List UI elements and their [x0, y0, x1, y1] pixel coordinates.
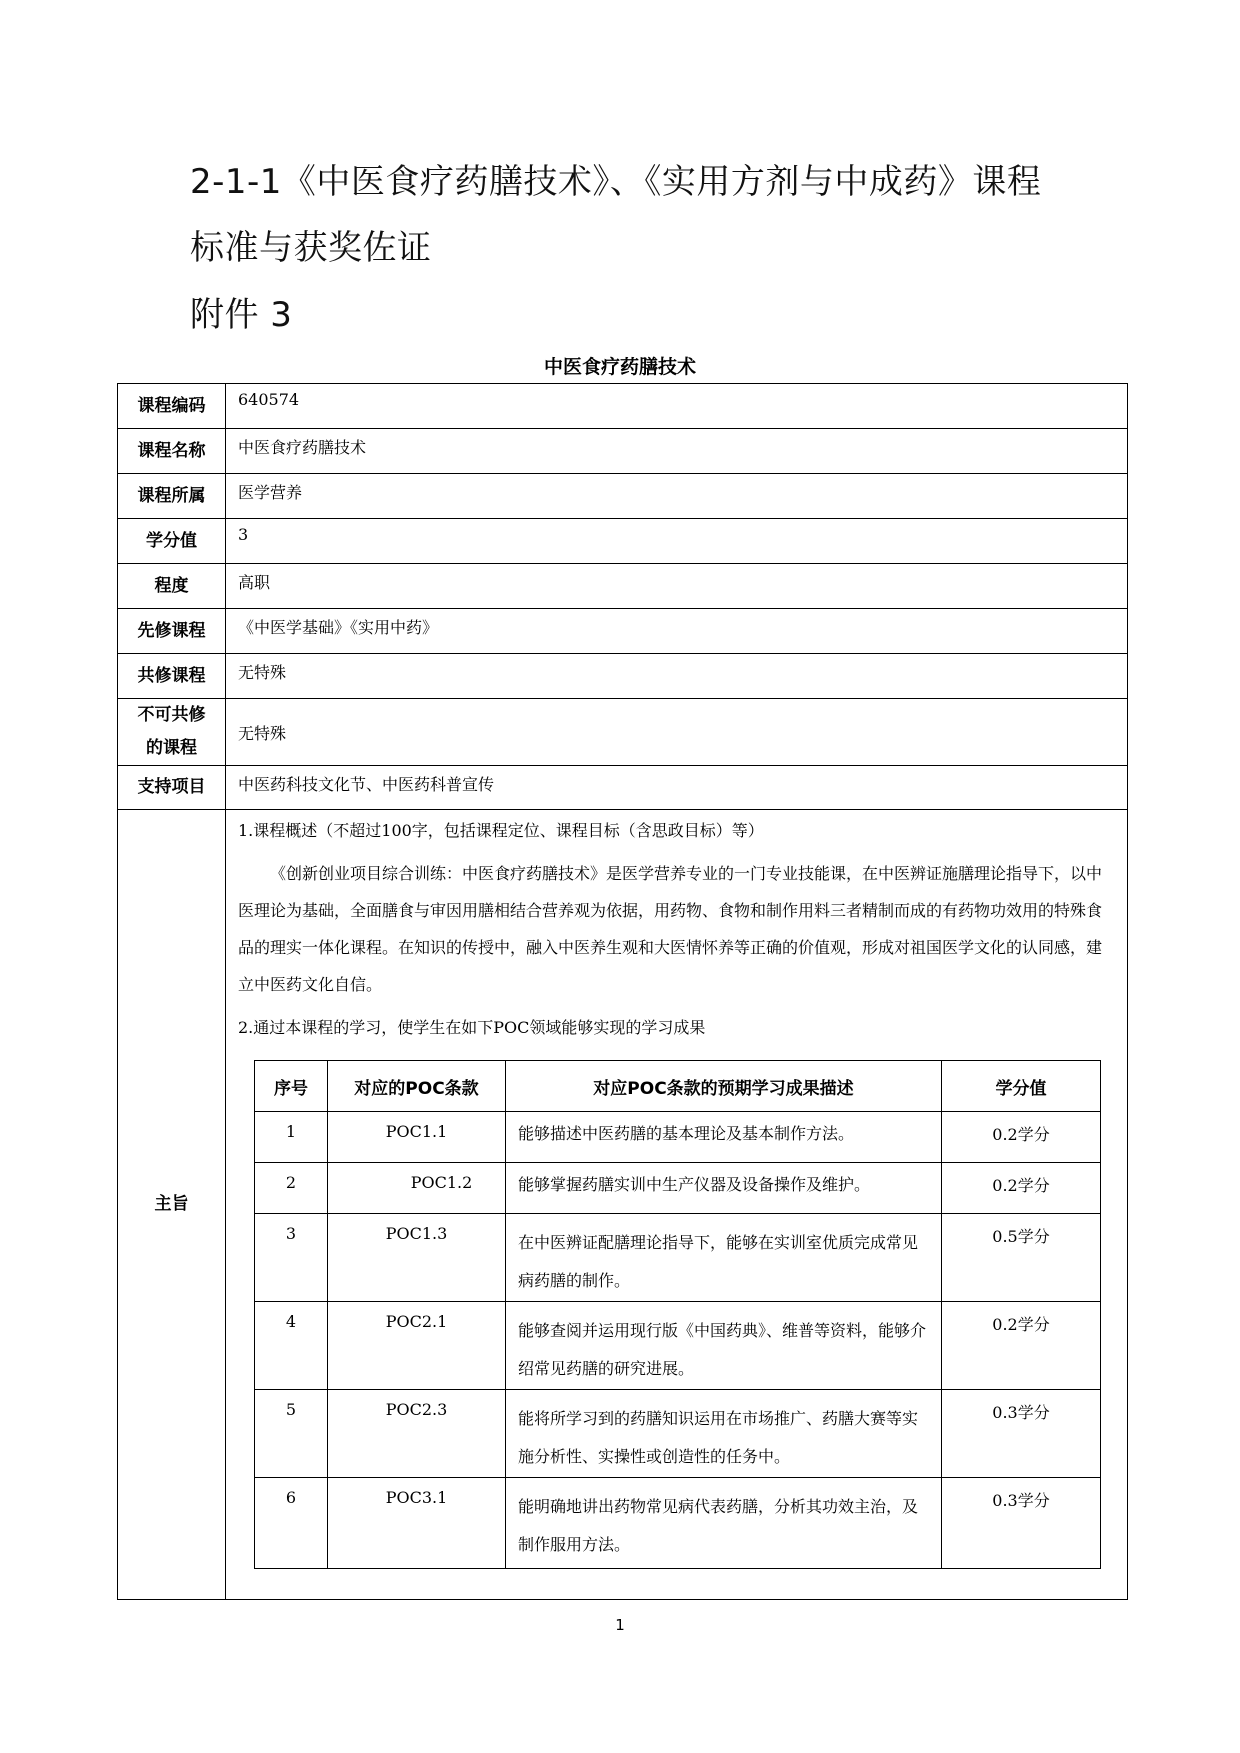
table-row [255, 1478, 1101, 1569]
course-title: 中医食疗药膳技术 [543, 356, 696, 378]
row-label: 课程所属 [118, 474, 226, 519]
outcome-credit: 0.2学分 [942, 1302, 1101, 1390]
overview-title: 1.课程概述（不超过100字，包括课程定位、课程目标（含思政目标）等） [238, 821, 764, 840]
purpose-cell [226, 810, 1128, 1600]
table-row [118, 654, 1128, 699]
row-label: 支持项目 [118, 766, 226, 810]
poc-outcomes-table [254, 1060, 1101, 1569]
row-label: 学分值 [118, 519, 226, 564]
table-row [255, 1163, 1101, 1214]
table-row [118, 810, 1128, 1600]
course-code-value: 640574 [226, 384, 1128, 429]
row-number: 2 [255, 1163, 328, 1214]
row-label-line2: 的课程 [146, 738, 197, 758]
outcome-credit: 0.5学分 [942, 1214, 1101, 1302]
poc-clause: POC2.1 [328, 1302, 506, 1390]
outcome-description: 能将所学习到的药膳知识运用在市场推广、药膳大赛等实施分析性、实操性或创造性的任务中。 [506, 1390, 942, 1478]
table-row [118, 564, 1128, 609]
attachment-label: 附件 3 [190, 295, 293, 335]
outcome-credit: 0.2学分 [942, 1112, 1101, 1163]
row-label: 课程编码 [118, 384, 226, 429]
row-number: 5 [255, 1390, 328, 1478]
row-label-line1: 不可共修 [137, 705, 206, 725]
row-number: 1 [255, 1112, 328, 1163]
table-row [255, 1112, 1101, 1163]
course-standard-table [117, 383, 1128, 1600]
row-number: 6 [255, 1478, 328, 1569]
supported-project-value: 中医药科技文化节、中医药科普宣传 [226, 766, 1128, 810]
prerequisite-value: 《中医学基础》《实用中药》 [226, 609, 1128, 654]
document-heading-line1: 2-1-1《中医食疗药膳技术》、《实用方剂与中成药》课程 [190, 162, 1042, 202]
outcome-description: 能够描述中医药膳的基本理论及基本制作方法。 [506, 1112, 942, 1163]
course-name-value: 中医食疗药膳技术 [226, 429, 1128, 474]
table-row [118, 384, 1128, 429]
poc-clause: POC3.1 [328, 1478, 506, 1569]
row-number: 4 [255, 1302, 328, 1390]
outcome-credit: 0.3学分 [942, 1478, 1101, 1569]
column-header: 序号 [255, 1061, 328, 1112]
row-label: 程度 [118, 564, 226, 609]
row-number: 3 [255, 1214, 328, 1302]
table-row [118, 609, 1128, 654]
row-label [118, 699, 226, 766]
poc-clause: POC1.3 [328, 1214, 506, 1302]
document-heading-line2: 标准与获奖佐证 [190, 228, 432, 268]
table-row [118, 519, 1128, 564]
exclusion-value: 无特殊 [226, 699, 1128, 766]
overview-body: 《创新创业项目综合训练：中医食疗药膳技术》是医学营养专业的一门专业技能课，在中医辨证施膳理论指导下，以中医理论为基础，全面膳食与审因用膳相结合营养观为依据，用药物、食物和制作用料三者精制而成的有药物功效用的特殊食品的理实一体化课程。在知识的传授中，融入中医养生观和大医情怀养等正确的价值观，形成对祖国医学文化的认同感，建立中医药文化自信。 [238, 864, 1103, 994]
table-row [118, 429, 1128, 474]
outcome-credit: 0.3学分 [942, 1390, 1101, 1478]
table-row [255, 1214, 1101, 1302]
outcomes-title: 2.通过本课程的学习，使学生在如下POC领域能够实现的学习成果 [238, 1018, 706, 1037]
column-header: 对应POC条款的预期学习成果描述 [506, 1061, 942, 1112]
row-label: 课程名称 [118, 429, 226, 474]
corequisite-value: 无特殊 [226, 654, 1128, 699]
outcome-description: 能够查阅并运用现行版《中国药典》、维普等资料，能够介绍常见药膳的研究进展。 [506, 1302, 942, 1390]
table-row [118, 474, 1128, 519]
outcome-credit: 0.2学分 [942, 1163, 1101, 1214]
table-row [255, 1302, 1101, 1390]
outcome-description: 能够掌握药膳实训中生产仪器及设备操作及维护。 [506, 1163, 942, 1214]
purpose-content [226, 810, 1127, 1046]
outcome-description: 在中医辨证配膳理论指导下，能够在实训室优质完成常见病药膳的制作。 [506, 1214, 942, 1302]
poc-clause: POC1.2 [328, 1163, 506, 1214]
table-row [118, 766, 1128, 810]
level-value: 高职 [226, 564, 1128, 609]
page-number: 1 [615, 1616, 625, 1634]
course-affiliation-value: 医学营养 [226, 474, 1128, 519]
table-row [118, 699, 1128, 766]
outcome-description: 能明确地讲出药物常见病代表药膳，分析其功效主治，及制作服用方法。 [506, 1478, 942, 1569]
column-header: 学分值 [942, 1061, 1101, 1112]
credit-value: 3 [226, 519, 1128, 564]
poc-clause: POC1.1 [328, 1112, 506, 1163]
table-row [255, 1390, 1101, 1478]
poc-clause: POC2.3 [328, 1390, 506, 1478]
row-label: 主旨 [118, 810, 226, 1600]
table-header-row [255, 1061, 1101, 1112]
column-header: 对应的POC条款 [328, 1061, 506, 1112]
row-label: 共修课程 [118, 654, 226, 699]
row-label: 先修课程 [118, 609, 226, 654]
